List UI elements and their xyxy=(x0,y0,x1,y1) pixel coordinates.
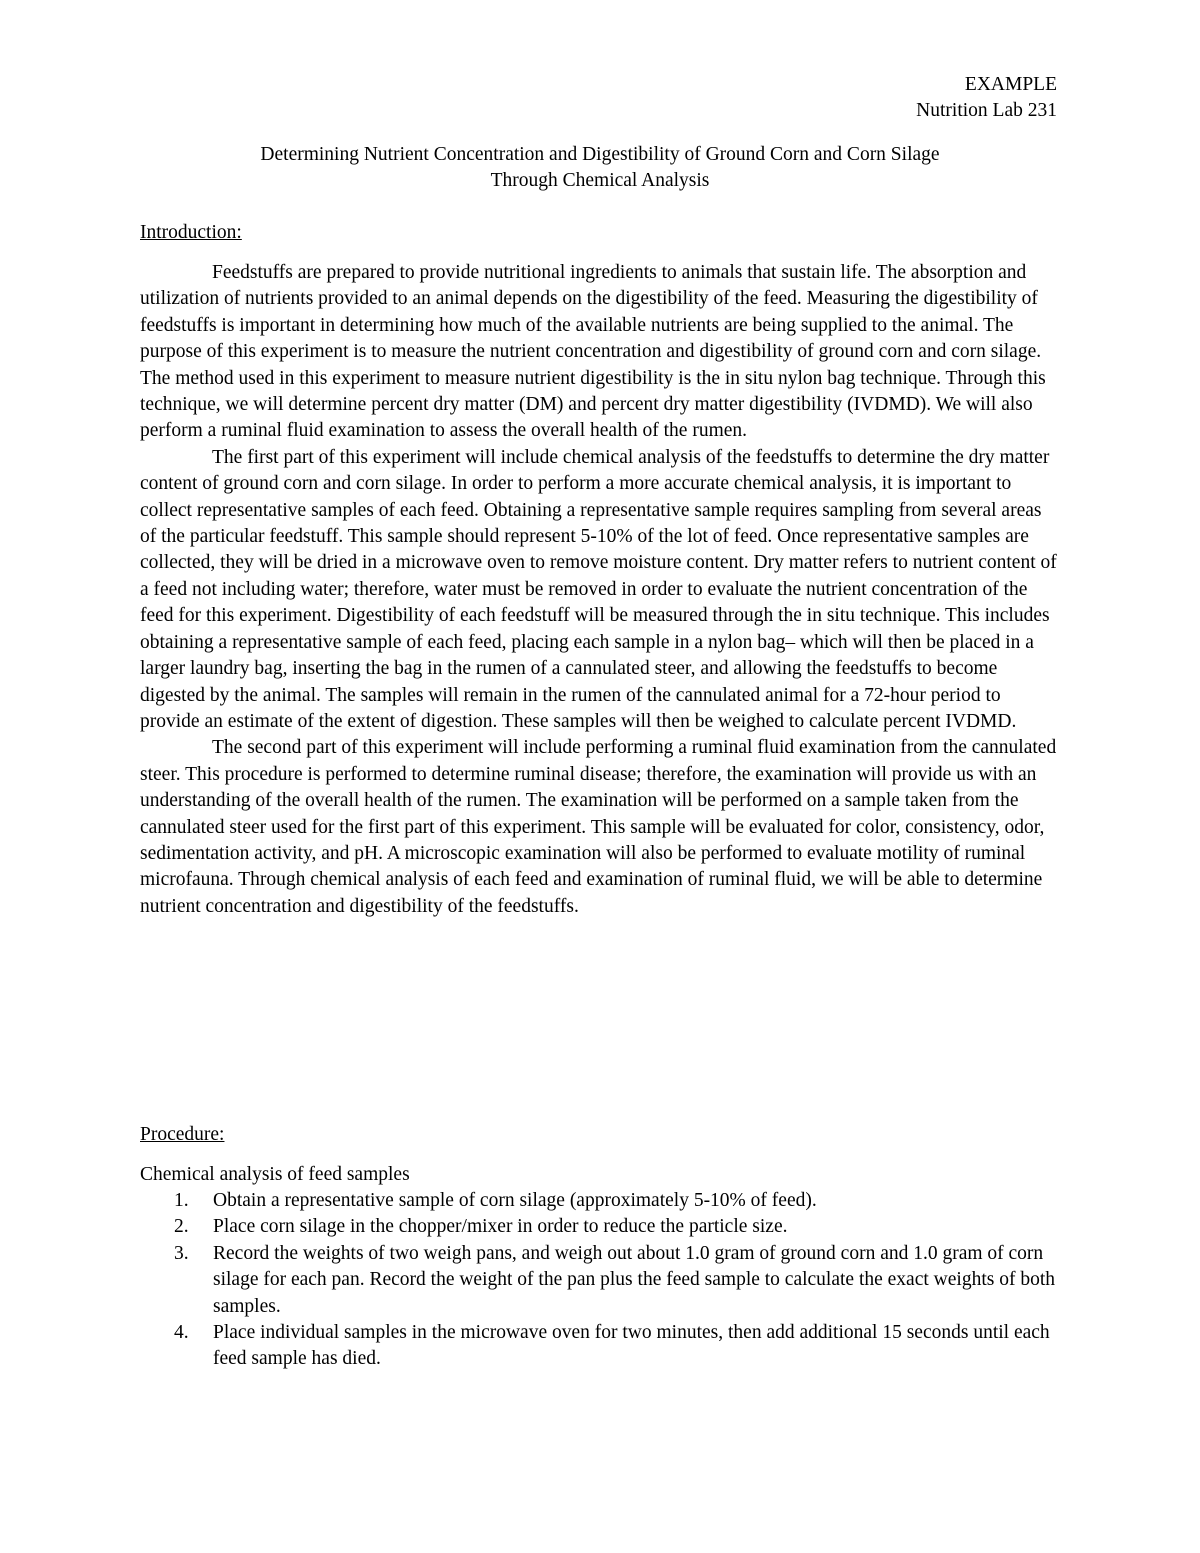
step-text: Record the weights of two weigh pans, and weigh out about 1.0 gram of ground corn and 1.0 gram of corn silage for each pan. Record the weight of the pan plus the feed sample to calculate the exact weights of both samples. xyxy=(213,1242,1055,1317)
document-header xyxy=(916,72,1057,124)
step-number: 3. xyxy=(174,1242,189,1264)
step-text: Place corn silage in the chopper/mixer in order to reduce the particle size. xyxy=(213,1216,788,1238)
procedure-heading: Procedure: xyxy=(140,1124,225,1145)
header-course-label: Nutrition Lab 231 xyxy=(916,100,1057,121)
step-number: 4. xyxy=(174,1322,189,1344)
procedure-step xyxy=(140,1320,1060,1373)
introduction-heading: Introduction: xyxy=(140,222,242,243)
title-line-1: Determining Nutrient Concentration and Digestibility of Ground Corn and Corn Silage xyxy=(260,144,940,165)
step-text: Obtain a representative sample of corn silage (approximately 5-10% of feed). xyxy=(213,1190,817,1211)
step-text: Place individual samples in the microwave oven for two minutes, then add additional 15 seconds until each feed sample has died. xyxy=(213,1322,1050,1370)
title-line-2: Through Chemical Analysis xyxy=(490,170,710,191)
introduction-paragraph-1: Feedstuffs are prepared to provide nutritional ingredients to animals that sustain life. The absorption and utilization of nutrients provided to an animal depends on the digestibility of the feed. Measuring the digestibility of feedstuffs is important in determining how much of the available nutrients are being supplied to the animal. The purpose of this experiment is to measure the nutrient concentration and digestibility of ground corn and corn silage. The method used in this experiment to measure nutrient digestibility is the in situ nylon bag technique. Through this technique, we will determine percent dry matter (DM) and percent dry matter digestibility (IVDMD). We will also perform a ruminal fluid examination to assess the overall health of the rumen. xyxy=(140,262,1046,442)
procedure-subheading: Chemical analysis of feed samples xyxy=(140,1164,410,1185)
procedure-steps-list xyxy=(140,1188,1060,1373)
header-example-label: EXAMPLE xyxy=(964,74,1057,95)
step-number: 2. xyxy=(174,1216,189,1238)
introduction-paragraph-2: The first part of this experiment will include chemical analysis of the feedstuffs to determine the dry matter content of ground corn and corn silage. In order to perform a more accurate chemical analysis, it is important to collect representative samples of each feed. Obtaining a representative sample requires sampling from several areas of the particular feedstuff. This sample should represent 5-10% of the lot of feed. Once representative samples are collected, they will be dried in a microwave oven to remove moisture content. Dry matter refers to nutrient content of a feed not including water; therefore, water must be removed in order to evaluate the nutrient concentration of the feed for this experiment. Digestibility of each feedstuff will be measured through the in situ technique. This includes obtaining a representative sample of each feed, placing each sample in a nylon bag– which will then be placed in a larger laundry bag, inserting the bag in the rumen of a cannulated steer, and allowing the feedstuffs to become digested by the animal. The samples will remain in the rumen of the cannulated animal for a 72-hour period to provide an estimate of the extent of digestion. These samples will then be weighed to calculate percent IVDMD. xyxy=(140,446,1057,732)
introduction-paragraph-3: The second part of this experiment will include performing a ruminal fluid examination from the cannulated steer. This procedure is performed to determine ruminal disease; therefore, the examination will provide us with an understanding of the overall health of the rumen. The examination will be performed on a sample taken from the cannulated steer used for the first part of this experiment. This sample will be evaluated for color, consistency, odor, sedimentation activity, and pH. A microscopic examination will also be performed to evaluate motility of ruminal microfauna. Through chemical analysis of each feed and examination of ruminal fluid, we will be able to determine nutrient concentration and digestibility of the feedstuffs. xyxy=(140,737,1057,917)
procedure-step xyxy=(140,1214,1060,1240)
document-title xyxy=(140,142,1060,194)
procedure-step xyxy=(140,1188,1060,1214)
introduction-body xyxy=(140,260,1060,920)
step-number: 1. xyxy=(174,1190,189,1211)
procedure-step xyxy=(140,1241,1060,1320)
